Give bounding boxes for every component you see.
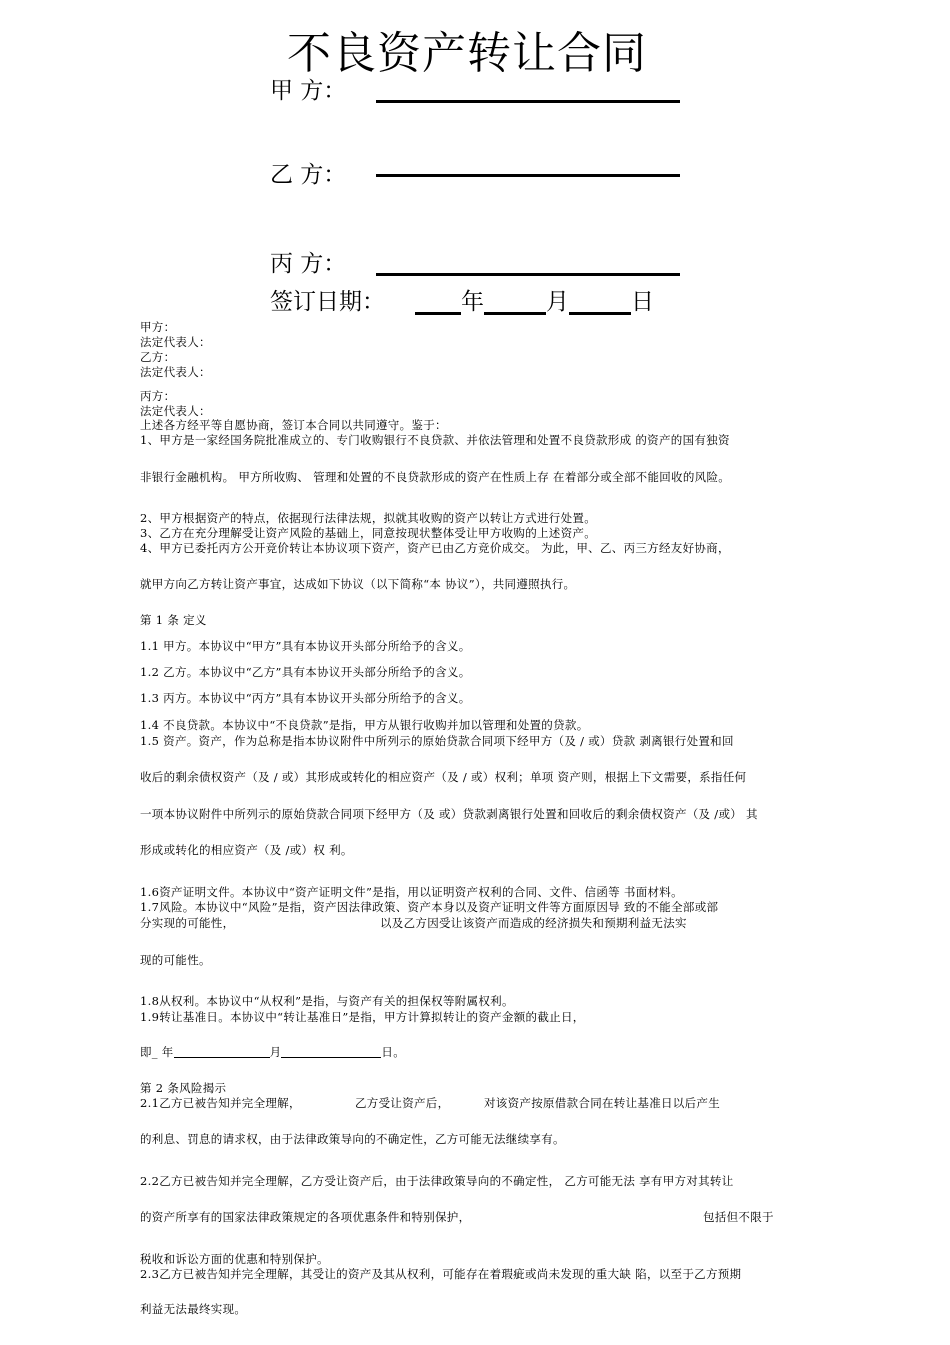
base-date-year: 即_ 年 <box>140 1045 174 1059</box>
signing-date <box>270 287 654 317</box>
clause-1-1: 1.1 甲方。本协议中“甲方”具有本协议开头部分所给予的含义。 <box>140 639 471 653</box>
year-label: 年 <box>461 289 484 315</box>
base-date-year-blank <box>174 1045 270 1058</box>
article-2-heading: 第 2 条风险揭示 <box>140 1081 227 1095</box>
base-date-line <box>140 1045 405 1059</box>
clause-1-3: 1.3 丙方。本协议中“丙方”具有本协议开头部分所给予的含义。 <box>140 691 471 705</box>
clause-2-3-cont: 利益无法最终实现。 <box>140 1302 247 1316</box>
clause-2-2-cont-a: 的资产所享有的国家法律政策规定的各项优惠条件和特别保护， <box>140 1210 471 1224</box>
clause-1-9: 1.9转让基准日。本协议中“转让基准日”是指，甲方计算拟转让的资产金额的截止日， <box>140 1010 585 1024</box>
party-c-line: 丙方： <box>140 389 176 403</box>
party-b-rep-line: 法定代表人： <box>140 365 211 379</box>
clause-2-1-a: 2.1乙方已被告知并完全理解， <box>140 1096 301 1110</box>
party-a-line: 甲方： <box>140 320 176 334</box>
party-b-blank <box>376 174 680 177</box>
clause-1-5-cont-3: 形成或转化的相应资产（及 /或）权 利。 <box>140 843 353 857</box>
clause-1-2: 1.2 乙方。本协议中“乙方”具有本协议开头部分所给予的含义。 <box>140 665 471 679</box>
clause-2-2-cont-c: 税收和诉讼方面的优惠和特别保护。 <box>140 1252 329 1266</box>
clause-1-7-cont-b: 以及乙方因受让该资产而造成的经济损失和预期利益无法实 <box>380 916 687 930</box>
recital-4-cont: 就甲方向乙方转让资产事宜，达成如下协议（以下简称“本 协议”），共同遵照执行。 <box>140 577 576 591</box>
recital-1: 1、甲方是一家经国务院批准成立的、专门收购银行不良贷款、并依法管理和处置不良贷款形成 的资产的国有独资 <box>140 433 730 447</box>
clause-2-2: 2.2乙方已被告知并完全理解，乙方受让资产后，由于法律政策导向的不确定性， 乙方可能无法 享有甲方对其转让 <box>140 1174 734 1188</box>
clause-1-7-cont-a: 分实现的可能性， <box>140 916 235 930</box>
clause-2-1-c: 对该资产按原借款合同在转让基准日以后产生 <box>484 1096 720 1110</box>
party-a-rep-line: 法定代表人： <box>140 335 211 349</box>
party-a-blank <box>376 100 680 103</box>
party-a-label: 甲 方： <box>270 78 347 104</box>
preamble: 上述各方经平等自愿协商，签订本合同以共同遵守。鉴于： <box>140 418 447 432</box>
signing-date-label: 签订日期： <box>270 289 385 315</box>
recital-1-cont: 非银行金融机构。 甲方所收购、 管理和处置的不良贷款形成的资产在性质上存 在着部分或全部不能回收的风险。 <box>140 470 731 484</box>
clause-1-4: 1.4 不良贷款。本协议中“不良贷款”是指，甲方从银行收购并加以管理和处置的贷款。 <box>140 718 589 732</box>
year-blank <box>415 288 461 315</box>
base-date-month: 月 <box>269 1045 282 1059</box>
clause-2-2-cont-b: 包括但不限于 <box>703 1210 774 1224</box>
recital-2: 2、甲方根据资产的特点，依据现行法律法规，拟就其收购的资产以转让方式进行处置。 <box>140 511 597 525</box>
clause-1-6: 1.6资产证明文件。本协议中“资产证明文件”是指，用以证明资产权利的合同、文件、信函等 书面材料。 <box>140 885 683 899</box>
clause-2-1-b: 乙方受让资产后， <box>355 1096 450 1110</box>
party-c-blank <box>376 273 680 276</box>
party-b-label: 乙 方： <box>270 162 347 188</box>
clause-1-5-cont-2: 一项本协议附件中所列示的原始贷款合同项下经甲方（及 或）贷款剥离银行处置和回收后的剩余债权资产（及 /或） 其 <box>140 807 758 821</box>
clause-1-5: 1.5 资产。资产，作为总称是指本协议附件中所列示的原始贷款合同项下经甲方（及 / 或）贷款 剥离银行处置和回 <box>140 734 734 748</box>
party-b-line: 乙方： <box>140 350 176 364</box>
page-title: 不良资产转让合同 <box>287 28 647 79</box>
day-blank <box>569 288 631 315</box>
recital-3: 3、乙方在充分理解受让资产风险的基础上，同意按现状整体受让甲方收购的上述资产。 <box>140 526 597 540</box>
clause-1-8: 1.8从权利。本协议中“从权利”是指，与资产有关的担保权等附属权利。 <box>140 994 514 1008</box>
party-c-rep-line: 法定代表人： <box>140 404 211 418</box>
day-label: 日 <box>631 289 654 315</box>
recital-4: 4、甲方已委托丙方公开竞价转让本协议项下资产，资产已由乙方竞价成交。 为此，甲、乙、丙三方经友好协商， <box>140 541 730 555</box>
clause-1-7-cont-c: 现的可能性。 <box>140 953 211 967</box>
clause-2-1-cont: 的利息、罚息的请求权，由于法律政策导向的不确定性，乙方可能无法继续享有。 <box>140 1132 565 1146</box>
party-c-label: 丙 方： <box>270 251 347 277</box>
base-date-month-blank <box>281 1045 381 1058</box>
base-date-day: 日。 <box>381 1045 406 1059</box>
clause-1-7: 1.7风险。本协议中“风险”是指，资产因法律政策、资产本身以及资产证明文件等方面原因导 致的不能全部或部 <box>140 900 719 914</box>
month-label: 月 <box>546 289 569 315</box>
month-blank <box>484 288 546 315</box>
article-1-heading: 第 1 条 定义 <box>140 613 207 627</box>
clause-2-3: 2.3乙方已被告知并完全理解，其受让的资产及其从权利，可能存在着瑕疵或尚未发现的重大缺 陷，以至于乙方预期 <box>140 1267 742 1281</box>
clause-1-5-cont-1: 收后的剩余债权资产（及 / 或）其形成或转化的相应资产（及 / 或）权利；单项 资产则，根据上下文需要，系指任何 <box>140 770 747 784</box>
